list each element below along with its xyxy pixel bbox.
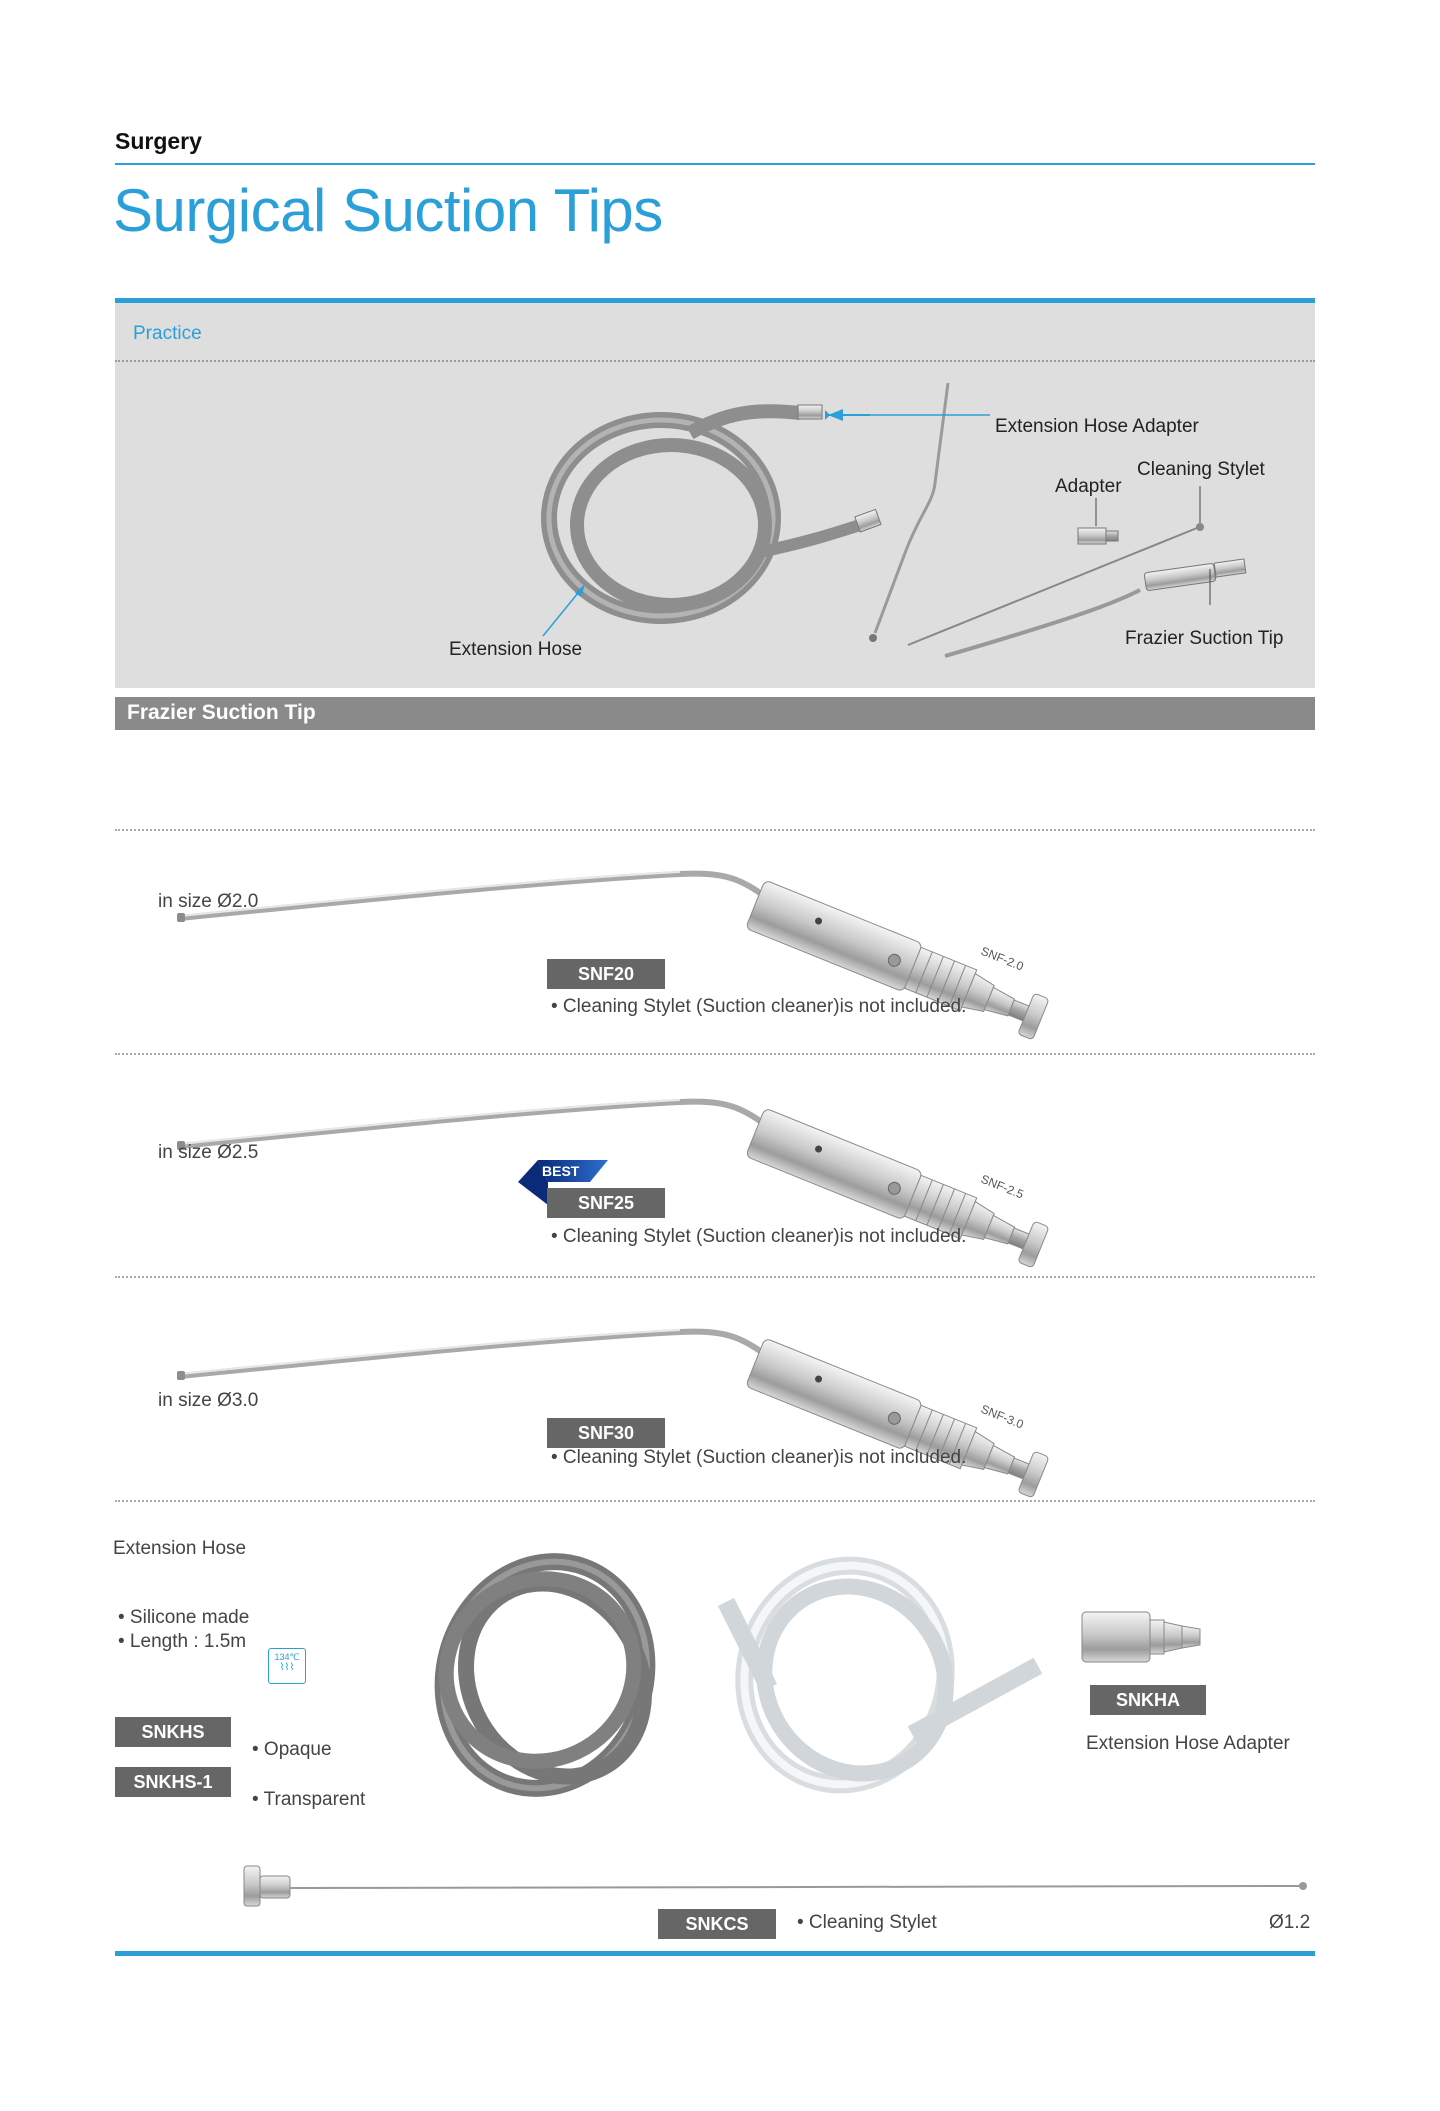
size-label-snf20: in size Ø2.0 [158, 891, 259, 912]
note-snf25: • Cleaning Stylet (Suction cleaner)is not included. [551, 1226, 967, 1247]
code-badge-snf20: SNF20 [547, 959, 665, 989]
engraving-snf30: SNF-3.0 [978, 1401, 1026, 1432]
best-badge: BEST [542, 1163, 580, 1179]
top-rule [115, 163, 1315, 165]
size-label-snf30: in size Ø3.0 [158, 1390, 259, 1411]
extension-hose-title: Extension Hose [113, 1538, 247, 1559]
code-badge-snf25: SNF25 [547, 1188, 665, 1218]
code-badge-snkcs: SNKCS [658, 1909, 776, 1939]
label-adapter: Adapter [1055, 476, 1122, 497]
frazier-band-title: Frazier Suction Tip [127, 701, 316, 724]
bottom-rule [115, 1951, 1315, 1956]
note-snf20: • Cleaning Stylet (Suction cleaner)is not included. [551, 996, 967, 1017]
practice-panel [115, 298, 1315, 688]
desc-snkhs-1: • Transparent [252, 1789, 366, 1810]
divider [115, 1053, 1315, 1055]
practice-title: Practice [133, 323, 202, 344]
label-frazier-suction-tip: Frazier Suction Tip [1125, 628, 1284, 649]
divider [115, 829, 1315, 831]
section-label: Surgery [115, 128, 202, 154]
sterilization-temp: 134℃ [274, 1652, 300, 1662]
label-extension-hose-adapter: Extension Hose Adapter [995, 416, 1199, 437]
divider [115, 1276, 1315, 1278]
cleaning-stylet-image [240, 1862, 1340, 1912]
spec-silicone: • Silicone made [118, 1607, 250, 1628]
code-badge-snkha: SNKHA [1090, 1685, 1206, 1715]
code-badge-snf30: SNF30 [547, 1418, 665, 1448]
desc-snkcs: • Cleaning Stylet [797, 1912, 937, 1933]
code-badge-snkhs: SNKHS [115, 1717, 231, 1747]
page-title: Surgical Suction Tips [113, 177, 663, 244]
hose-adapter-image [1082, 1612, 1212, 1667]
engraving-snf25: SNF-2.5 [978, 1171, 1026, 1202]
frazier-band [115, 697, 1315, 730]
steam-icon: ⌇⌇⌇ [279, 1662, 295, 1673]
engraving-snf20: SNF-2.0 [978, 943, 1026, 974]
transparent-hose-image [720, 1550, 1040, 1810]
note-snf30: • Cleaning Stylet (Suction cleaner)is not included. [551, 1447, 967, 1468]
code-badge-snkhs-1: SNKHS-1 [115, 1767, 231, 1797]
divider [115, 1500, 1315, 1502]
label-cleaning-stylet: Cleaning Stylet [1137, 459, 1265, 480]
stylet-size: Ø1.2 [1269, 1912, 1311, 1933]
size-label-snf25: in size Ø2.5 [158, 1142, 259, 1163]
label-extension-hose: Extension Hose [449, 639, 583, 660]
sterilization-icon [268, 1648, 306, 1684]
desc-snkha: Extension Hose Adapter [1086, 1733, 1290, 1754]
adapter-image [1078, 528, 1118, 544]
suction-tip-image-snf30 [180, 1330, 1340, 1500]
opaque-hose-image [420, 1545, 680, 1805]
frazier-tip-practice-image [875, 383, 948, 633]
spec-length: • Length : 1.5m [118, 1631, 247, 1652]
desc-snkhs: • Opaque [252, 1739, 332, 1760]
